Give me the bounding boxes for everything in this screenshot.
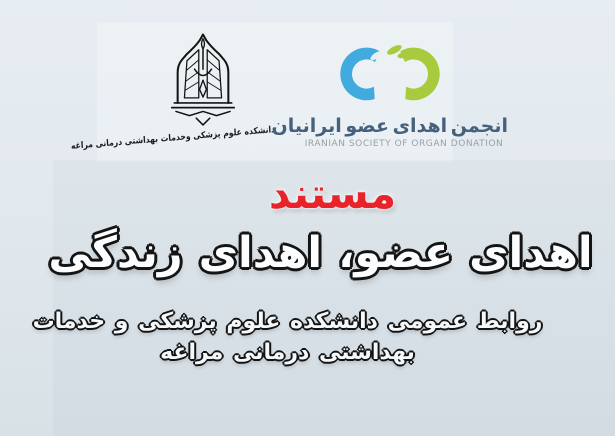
university-emblem-icon (160, 32, 246, 130)
main-title: اهدای عضو، اهدای زندگی (48, 228, 593, 278)
organ-donation-title-en: IRANIAN SOCIETY OF ORGAN DONATION (304, 139, 504, 149)
organ-donation-logo (271, 36, 508, 149)
infinity-leaves-icon (330, 36, 450, 112)
university-caption: دانشکده علوم پزشکی وخدمات بهداشتی درمانی مراغه (70, 125, 276, 152)
kicker-title: مستند (268, 169, 397, 218)
credit-subtitle: روابط عمومی دانشکده علوم پزشکی و خدمات بهداشتی درمانی مراغه (32, 309, 543, 365)
university-logo (70, 32, 288, 152)
organ-donation-title-fa: انجمن اهدای عضو ایرانیان (271, 115, 508, 137)
